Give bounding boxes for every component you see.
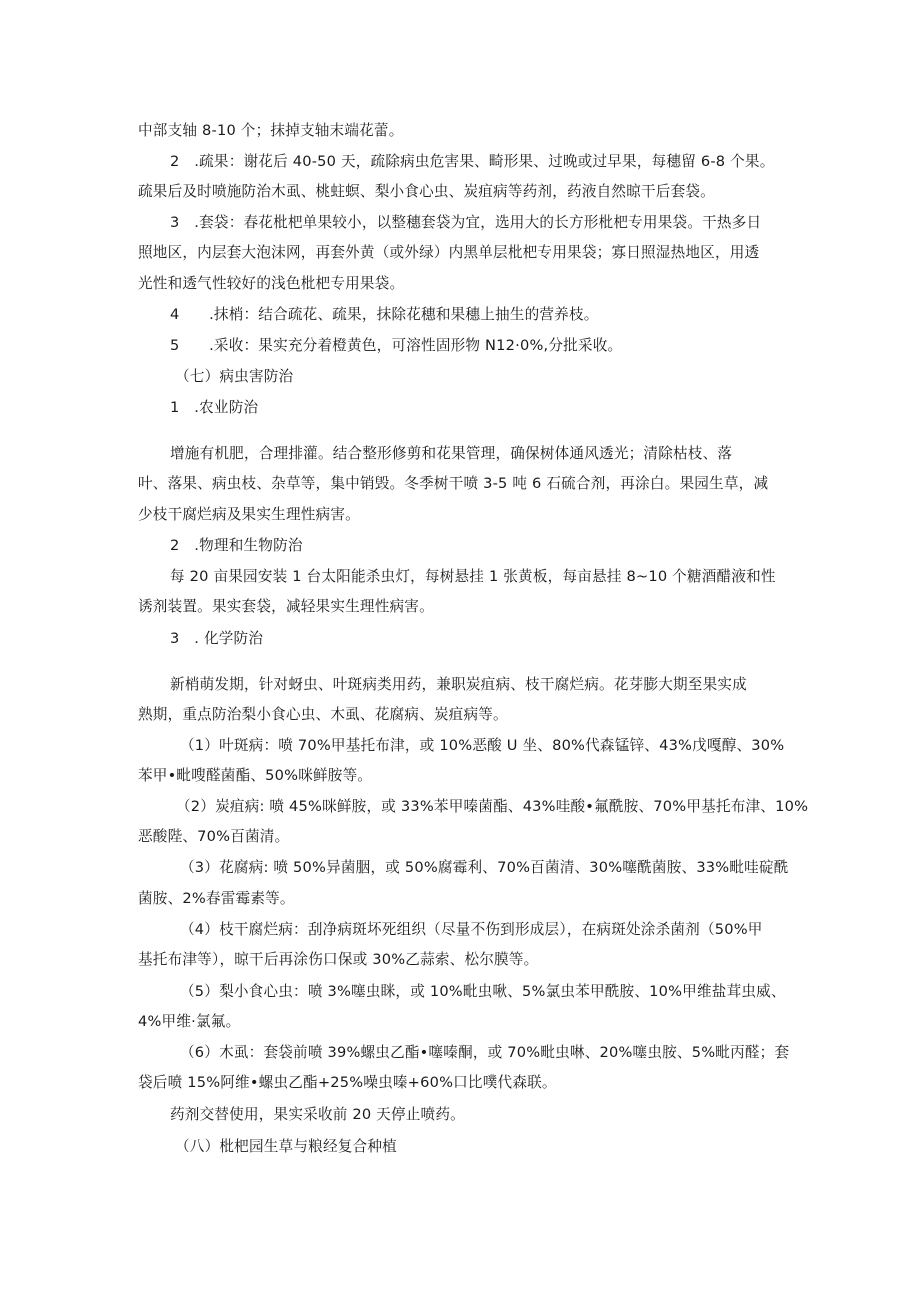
text-line: （1）叶斑病：喷 70%甲基托布津，或 10%恶酸 U 坐、80%代森锰锌、43%戊嘎醇、30% <box>180 737 785 754</box>
text-line: 菌胺、2%春雷霉素等。 <box>138 890 295 907</box>
text-line: 4 .抹梢：结合疏花、疏果，抹除花穗和果穗上抽生的营养枝。 <box>170 306 599 323</box>
text-line: 药剂交替使用，果实采收前 20 天停止喷药。 <box>170 1106 465 1123</box>
subsection-heading: 2 .物理和生物防治 <box>170 537 303 554</box>
text-line: 叶、落果、病虫枝、杂草等，集中销毁。冬季树干喷 3-5 吨 6 石硫合剂，再涂白。果园生草，减 <box>138 475 769 492</box>
text-line: （4）枝干腐烂病：刮净病斑坏死组织（尽量不伤到形成层），在病斑处涂杀菌剂（50%甲 <box>180 921 763 938</box>
text-line: （5）梨小食心虫：喷 3%噻虫眯，或 10%毗虫啾、5%氯虫苯甲酰胺、10%甲维盐茸虫威、 <box>180 983 786 1000</box>
text-line: 袋后喷 15%阿维•螺虫乙酯+25%噪虫嗪+60%口比噗代森联。 <box>138 1074 557 1091</box>
text-line: （6）木虱：套袋前喷 39%螺虫乙酯•噻嗪酮，或 70%毗虫啉、20%噻虫胺、5%毗丙醛；套 <box>180 1044 790 1061</box>
text-line: 增施有机肥，合理排灌。结合整形修剪和花果管理，确保树体通风透光；清除枯枝、落 <box>170 445 733 462</box>
text-line: 3 .套袋：春花枇杷单果较小，以整穗套袋为宜，选用大的长方形枇杷专用果袋。干热多日 <box>170 214 762 231</box>
text-line: 熟期，重点防治梨小食心虫、木虱、花腐病、炭疽病等。 <box>138 706 508 723</box>
section-heading: （八）枇杷园生草与粮经复合种植 <box>175 1138 397 1155</box>
text-line: 少枝干腐烂病及果实生理性病害。 <box>138 506 360 523</box>
text-line: 照地区，内层套大泡沫网，再套外黄（或外绿）内黑单层枇杷专用果袋；寡日照湿热地区，用透 <box>138 244 760 261</box>
text-line: 基托布津等），晾干后再涂伤口保或 30%乙蒜索、松尔膜等。 <box>138 951 539 968</box>
text-line: 新梢萌发期，针对蚜虫、叶斑病类用药，兼职炭疽病、枝干腐烂病。花芽膨大期至果实成 <box>170 676 747 693</box>
text-line: 每 20 亩果园安装 1 台太阳能杀虫灯，每树悬挂 1 张黄板，每亩悬挂 8~10 个糖酒醋液和性 <box>170 568 776 585</box>
text-line: 光性和透气性较好的浅色枇杷专用果袋。 <box>138 275 405 292</box>
text-line: 中部支轴 8-10 个；抹掉支轴末端花蕾。 <box>138 122 404 139</box>
text-line: 疏果后及时喷施防治木虱、桃蛀螟、梨小食心虫、炭疽病等药剂，药液自然晾干后套袋。 <box>138 183 715 200</box>
text-line: 恶酸陛、70%百菌清。 <box>138 828 290 845</box>
text-line: 2 .疏果：谢花后 40-50 天，疏除病虫危害果、畸形果、过晚或过早果，每穗留 6-8 个果。 <box>170 153 775 170</box>
text-line: 诱剂装置。果实套袋，减轻果实生理性病害。 <box>138 598 434 615</box>
text-line: 4%甲维·氯氟。 <box>138 1013 241 1030</box>
text-line: （2）炭疽病: 喷 45%咪鲜胺，或 33%苯甲嗪菌酯、43%哇酸•氟酰胺、70%甲基托布津、10% <box>176 798 809 815</box>
text-line: （3）花腐病: 喷 50%异菌胭，或 50%腐霉利、70%百菌清、30%噻酰菌胺、33%毗哇碇酰 <box>180 859 789 876</box>
text-line: 苯甲•毗嗖醛菌酯、50%咪鲜胺等。 <box>138 767 373 784</box>
text-line: 5 .采收：果实充分着橙黄色，可溶性固形物 N12·0%,分批采收。 <box>170 337 623 354</box>
subsection-heading: 3 . 化学防治 <box>170 630 264 647</box>
subsection-heading: 1 .农业防治 <box>170 399 259 416</box>
section-heading: （七）病虫害防治 <box>175 368 294 385</box>
